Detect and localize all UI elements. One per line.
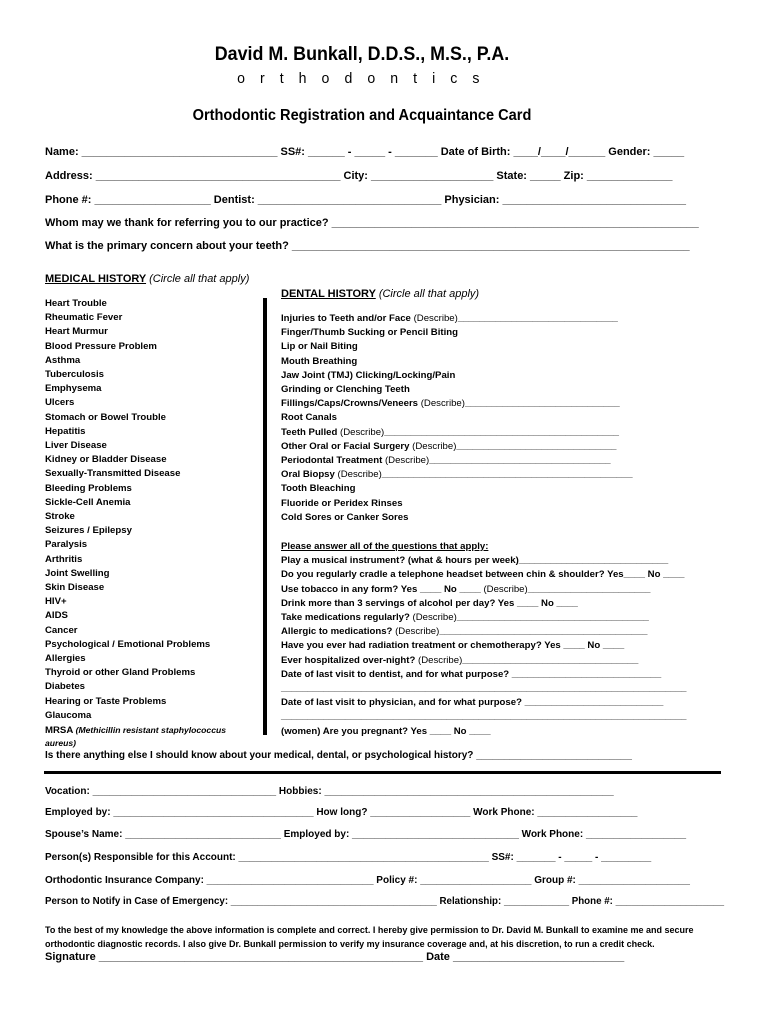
phone-dentist-physician-field[interactable]: Phone #: ___________________ Dentist: ______________________________ Physician: ______________________________ bbox=[45, 194, 686, 206]
spouse-field[interactable]: Spouse’s Name: ____________________________ Employed by: ______________________________ Work Phone: __________________ bbox=[45, 829, 687, 840]
address-field[interactable]: Address: ________________________________________ City: ____________________ State: _____ Zip: ______________ bbox=[45, 170, 673, 182]
dental-history-list bbox=[281, 312, 633, 525]
medical-item[interactable]: Kidney or Bladder Disease bbox=[45, 454, 167, 466]
medical-item[interactable]: Skin Disease bbox=[45, 582, 105, 594]
medical-item[interactable]: Allergies bbox=[45, 653, 86, 665]
question-item[interactable]: Do you regularly cradle a telephone headset between chin & shoulder? Yes____ No ____ bbox=[281, 569, 685, 581]
medical-item[interactable]: Cancer bbox=[45, 624, 78, 636]
medical-item[interactable]: Diabetes bbox=[45, 681, 85, 693]
practice-name: David M. Bunkall, D.D.S., M.S., P.A. bbox=[214, 44, 510, 65]
medical-item[interactable]: Heart Murmur bbox=[45, 326, 108, 338]
practice-type: orthodontics bbox=[237, 70, 495, 87]
medical-item[interactable]: Seizures / Epilepsy bbox=[45, 525, 132, 537]
medical-item[interactable]: Joint Swelling bbox=[45, 567, 110, 579]
name-ss-dob-gender-field[interactable]: Name: ________________________________ SS#: ______ - _____ - _______ Date of Birth: ____/____/______ Gender: _____ bbox=[45, 146, 685, 158]
dental-item[interactable]: Oral Biopsy (Describe)_______________________________________________ bbox=[281, 469, 633, 481]
medical-history-note: (Circle all that apply) bbox=[149, 273, 250, 285]
medical-item[interactable]: Arthritis bbox=[45, 553, 83, 565]
mrsa-note-continued: aureus) bbox=[45, 738, 77, 749]
medical-item[interactable]: Rheumatic Fever bbox=[45, 312, 123, 324]
question-item[interactable]: Use tobacco in any form? Yes ____ No ____ (Describe)_______________________ bbox=[281, 583, 651, 595]
medical-item[interactable]: Thyroid or other Gland Problems bbox=[45, 667, 196, 679]
dental-item[interactable]: Cold Sores or Canker Sores bbox=[281, 511, 409, 523]
medical-history-list bbox=[45, 297, 226, 748]
employer-field[interactable]: Employed by: ____________________________________ How long? __________________ Work Phone: __________________ bbox=[45, 807, 638, 818]
dental-item[interactable]: Fillings/Caps/Crowns/Veneers (Describe)_____________________________ bbox=[281, 398, 620, 410]
medical-item[interactable]: AIDS bbox=[45, 610, 68, 622]
anything-else-field[interactable]: Is there anything else I should know about your medical, dental, or psychological history? ____________________________ bbox=[45, 750, 632, 761]
dental-item[interactable]: Mouth Breathing bbox=[281, 355, 358, 367]
section-rule bbox=[44, 771, 721, 774]
dental-history-title: DENTAL HISTORY bbox=[281, 288, 376, 300]
dental-item[interactable]: Tooth Bleaching bbox=[281, 483, 356, 495]
question-item[interactable]: Date of last visit to physician, and for what purpose? __________________________ bbox=[281, 697, 664, 709]
medical-item[interactable]: Tuberculosis bbox=[45, 369, 104, 381]
dental-item[interactable]: Root Canals bbox=[281, 412, 337, 424]
question-item[interactable]: Have you ever had radiation treatment or chemotherapy? Yes ____ No ____ bbox=[281, 640, 625, 652]
referral-field[interactable]: Whom may we thank for referring you to our practice? ____________________________________________________________ bbox=[45, 217, 699, 229]
dental-history-heading bbox=[281, 288, 479, 300]
insurance-field[interactable]: Orthodontic Insurance Company: ______________________________ Policy #: ____________________ Group #: ____________________ bbox=[45, 875, 690, 886]
question-item[interactable]: Date of last visit to dentist, and for what purpose? ____________________________ bbox=[281, 668, 662, 680]
dental-item[interactable]: Injuries to Teeth and/or Face (Describe)______________________________ bbox=[281, 313, 618, 324]
dental-item[interactable]: Other Oral or Facial Surgery (Describe)______________________________ bbox=[281, 440, 617, 452]
consent-line: To the best of my knowledge the above information is complete and correct. I hereby give permission to Dr. David M. Bunkall to examine me and secure bbox=[45, 925, 694, 935]
primary-concern-field[interactable]: What is the primary concern about your teeth? _________________________________________________________________ bbox=[45, 240, 690, 252]
mrsa-label: MRSA bbox=[45, 725, 73, 737]
medical-item[interactable]: Glaucoma bbox=[45, 709, 92, 721]
medical-item[interactable]: HIV+ bbox=[45, 596, 67, 608]
dental-history-note: (Circle all that apply) bbox=[378, 288, 480, 300]
medical-item[interactable]: Psychological / Emotional Problems bbox=[45, 638, 211, 650]
mrsa-note: (Methicillin resistant staphylococcus bbox=[75, 725, 227, 736]
question-item[interactable]: (women) Are you pregnant? Yes ____ No ____ bbox=[281, 725, 491, 737]
consent-line: orthodontic diagnostic records. I also give Dr. Bunkall permission to verify my insurance coverage and, at his discretion, to run a credit check. bbox=[45, 939, 655, 949]
medical-item[interactable]: Ulcers bbox=[45, 397, 75, 409]
question-item[interactable]: ____________________________________________________________________________ bbox=[281, 683, 687, 695]
medical-item[interactable]: Emphysema bbox=[45, 383, 102, 395]
dental-item[interactable]: Finger/Thumb Sucking or Pencil Biting bbox=[281, 327, 458, 339]
question-item[interactable]: Allergic to medications? (Describe)_______________________________________ bbox=[281, 626, 648, 638]
question-item[interactable]: ____________________________________________________________________________ bbox=[281, 711, 687, 723]
dental-item[interactable]: Lip or Nail Biting bbox=[281, 341, 358, 353]
medical-item[interactable]: Paralysis bbox=[45, 539, 88, 551]
medical-item[interactable]: Blood Pressure Problem bbox=[45, 340, 157, 352]
vocation-hobbies-field[interactable]: Vocation: _________________________________ Hobbies: ____________________________________________________ bbox=[45, 786, 614, 797]
question-item[interactable]: Take medications regularly? (Describe)____________________________________ bbox=[281, 612, 649, 624]
medical-item[interactable]: Stomach or Bowel Trouble bbox=[45, 411, 167, 423]
questions-list bbox=[281, 540, 687, 739]
dental-item[interactable]: Teeth Pulled (Describe)____________________________________________ bbox=[281, 426, 620, 438]
emergency-contact-field[interactable]: Person to Notify in Case of Emergency: ______________________________________ Relationship: ____________ Phone #: ____________________ bbox=[45, 896, 724, 907]
medical-history-title: MEDICAL HISTORY bbox=[45, 273, 147, 285]
medical-item[interactable]: Hepatitis bbox=[45, 425, 86, 437]
consent-text bbox=[45, 923, 694, 951]
medical-item[interactable]: Bleeding Problems bbox=[45, 482, 132, 494]
medical-history-heading bbox=[45, 273, 249, 285]
dental-item[interactable]: Jaw Joint (TMJ) Clicking/Locking/Pain bbox=[281, 369, 456, 381]
medical-item[interactable]: Heart Trouble bbox=[45, 298, 107, 309]
questions-heading: Please answer all of the questions that apply: bbox=[281, 541, 489, 552]
medical-item[interactable]: Asthma bbox=[45, 354, 81, 366]
medical-item[interactable]: Sexually-Transmitted Disease bbox=[45, 468, 181, 480]
dental-item[interactable]: Grinding or Clenching Teeth bbox=[281, 384, 410, 396]
form-title: Orthodontic Registration and Acquaintance Card bbox=[192, 107, 532, 124]
signature-date-field[interactable]: Signature _____________________________________________________ Date ____________________________ bbox=[45, 951, 625, 963]
medical-item-mrsa[interactable] bbox=[45, 723, 226, 738]
dental-item[interactable]: Periodontal Treatment (Describe)__________________________________ bbox=[281, 455, 611, 467]
medical-item[interactable]: Liver Disease bbox=[45, 440, 107, 452]
medical-item[interactable]: Stroke bbox=[45, 511, 75, 523]
question-item[interactable]: Ever hospitalized over-night? (Describe)_________________________________ bbox=[281, 654, 639, 666]
question-item[interactable]: Play a musical instrument? (what & hours per week)____________________________ bbox=[281, 555, 669, 567]
medical-item[interactable]: Hearing or Taste Problems bbox=[45, 695, 167, 707]
column-divider bbox=[263, 298, 267, 735]
question-item[interactable]: Drink more than 3 servings of alcohol per day? Yes ____ No ____ bbox=[281, 597, 578, 609]
responsible-party-field[interactable]: Person(s) Responsible for this Account: _____________________________________________ SS#: _______ - _____ - _________ bbox=[45, 852, 652, 863]
medical-item[interactable]: Sickle-Cell Anemia bbox=[45, 496, 131, 508]
dental-item[interactable]: Fluoride or Peridex Rinses bbox=[281, 497, 403, 509]
